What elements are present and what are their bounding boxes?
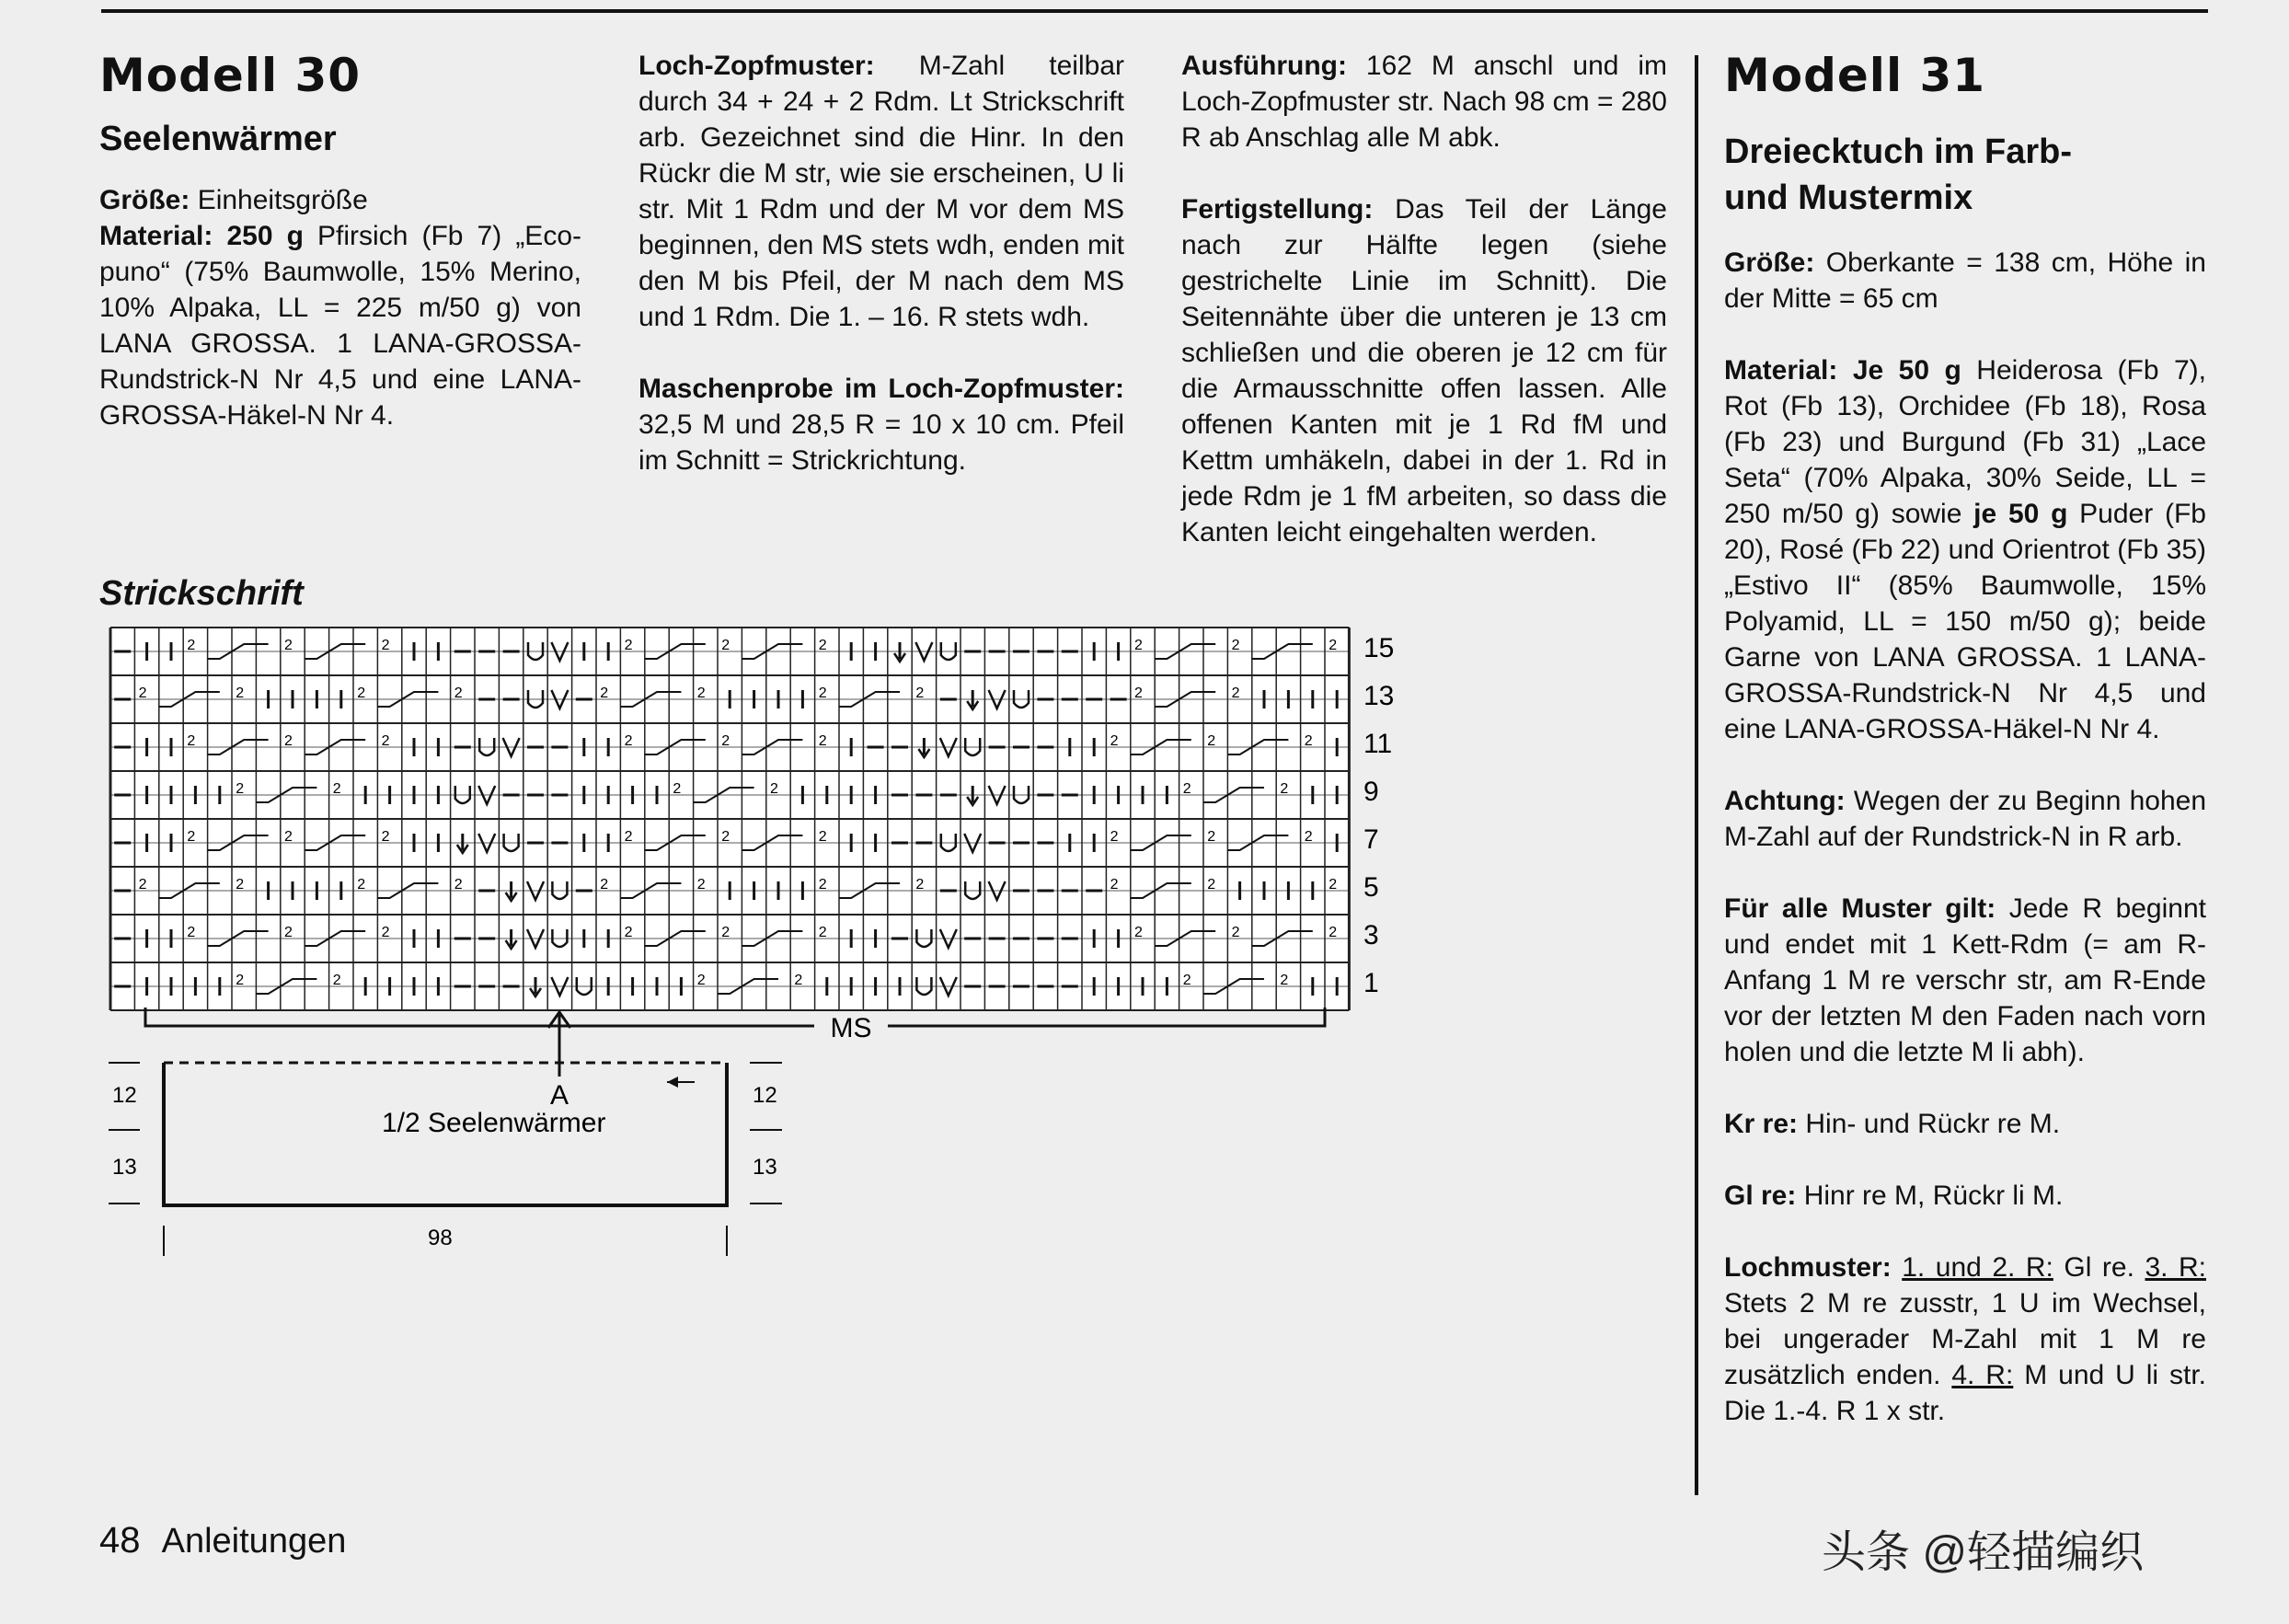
zopfmuster-label: Loch-Zopfmuster: xyxy=(638,51,875,81)
cable-number: 2 xyxy=(794,973,803,988)
row-number-labels xyxy=(1363,633,1394,998)
lochmuster-row-3: 3. R: xyxy=(2145,1252,2207,1283)
cable-number: 2 xyxy=(915,877,925,893)
lochmuster-label: Lochmuster: xyxy=(1724,1252,1892,1283)
ausfuehrung-label: Ausführung: xyxy=(1181,51,1347,81)
cable-number: 2 xyxy=(1231,685,1240,701)
cable-number: 2 xyxy=(187,638,196,653)
modell-30-info xyxy=(99,182,581,433)
kr-re-label: Kr re: xyxy=(1724,1109,1799,1139)
section-name: Anleitungen xyxy=(161,1522,347,1561)
cable-number: 2 xyxy=(187,733,196,749)
cable-number: 2 xyxy=(1280,781,1289,797)
zopfmuster-text: M-Zahl teilbar durch 34 + 24 + 2 Rdm. Lt Strickschrift arb. Gezeichnet sind die Hinr. In den Rückr die M str, wie sie erscheinen, U li str. Mit 1 Rdm und der M vor dem MS beginnen, den MS stets wdh, enden mit den M bis Pfeil, der M nach dem MS und 1 Rdm. Die 1. – 16. R stets wdh. xyxy=(638,51,1124,332)
cable-number: 2 xyxy=(236,685,245,701)
kr-re-text: Hin- und Rückr re M. xyxy=(1805,1109,2061,1139)
gl-re-paragraph xyxy=(1724,1178,2206,1214)
cable-number: 2 xyxy=(1134,638,1143,653)
muster-text: Jede R beginnt und endet mit 1 Kett-Rdm (= am R-Anfang 1 M re verschr str, am R-Ende vor der letzten M den Faden nach vorn holen und die letzte M li abh). xyxy=(1724,893,2206,1067)
cable-number: 2 xyxy=(381,829,390,845)
cable-number: 2 xyxy=(284,829,293,845)
modell-31-text xyxy=(1724,245,2206,1429)
row-number: 5 xyxy=(1363,872,1379,903)
gl-re-label: Gl re: xyxy=(1724,1181,1797,1211)
row-number: 11 xyxy=(1363,729,1393,759)
page-number: 48 xyxy=(99,1520,141,1561)
dimension-left-bottom: 13 xyxy=(112,1155,137,1180)
cable-number: 2 xyxy=(818,829,827,845)
cable-number: 2 xyxy=(138,877,147,893)
cable-number: 2 xyxy=(284,733,293,749)
cable-number: 2 xyxy=(818,925,827,940)
cable-number: 2 xyxy=(696,685,706,701)
cable-number: 2 xyxy=(1110,829,1119,845)
cable-number: 2 xyxy=(381,733,390,749)
dimension-right-bottom: 13 xyxy=(753,1155,777,1180)
cable-number: 2 xyxy=(236,973,245,988)
chart-grid xyxy=(110,628,1349,1010)
top-rule xyxy=(101,9,2208,13)
groesse-31-paragraph xyxy=(1724,245,2206,317)
cable-number: 2 xyxy=(1207,877,1216,893)
column-divider xyxy=(1695,55,1698,1495)
cable-number: 2 xyxy=(187,925,196,940)
material-31-text: Heiderosa (Fb 7), Rot (Fb 13), Orchidee (Fb 18), Rosa (Fb 23) und Burgund (Fb 31) „Lace Seta“ (70% Alpaka, 30% Seide, LL = 250 m/50 g) sowie xyxy=(1724,355,2206,529)
lochmuster-text-1: Gl re. xyxy=(2064,1252,2134,1283)
material-31-label: Material: Je 50 g xyxy=(1724,355,1961,386)
cable-number: 2 xyxy=(1329,877,1338,893)
cable-number: 2 xyxy=(624,638,633,653)
cable-number: 2 xyxy=(696,973,706,988)
cable-number: 2 xyxy=(138,685,147,701)
maschenprobe-text: 32,5 M und 28,5 R = 10 x 10 cm. Pfeil im Schnitt = Strickrichtung. xyxy=(638,409,1124,476)
fertigstellung-label: Fertigstellung: xyxy=(1181,194,1374,225)
groesse-paragraph xyxy=(99,182,581,218)
cable-number: 2 xyxy=(187,829,196,845)
ausfuehrung-paragraph xyxy=(1181,48,1667,155)
cable-number: 2 xyxy=(332,781,341,797)
row-number: 1 xyxy=(1363,968,1379,998)
cable-number: 2 xyxy=(721,829,730,845)
cable-number: 2 xyxy=(600,685,609,701)
cable-number: 2 xyxy=(1134,685,1143,701)
dimension-left-top: 12 xyxy=(112,1083,137,1108)
cable-number: 2 xyxy=(696,877,706,893)
cable-number: 2 xyxy=(1110,733,1119,749)
cable-number: 2 xyxy=(357,685,366,701)
muster-paragraph xyxy=(1724,891,2206,1070)
gl-re-text: Hinr re M, Rückr li M. xyxy=(1803,1181,2064,1211)
modell-31-subtitle-line1: Dreiecktuch im Farb- xyxy=(1724,132,2072,171)
cable-number: 2 xyxy=(1280,973,1289,988)
kr-re-paragraph xyxy=(1724,1106,2206,1142)
modell-31-title: Modell 31 xyxy=(1724,49,1986,102)
row-number: 15 xyxy=(1363,633,1395,663)
schnitt-schematic xyxy=(92,1049,828,1270)
watermark: 头条 @轻描编织 xyxy=(1822,1528,2145,1577)
cable-number: 2 xyxy=(673,781,682,797)
cable-number: 2 xyxy=(600,877,609,893)
material-31-paragraph xyxy=(1724,352,2206,747)
cable-number: 2 xyxy=(818,685,827,701)
cable-number: 2 xyxy=(770,781,778,797)
cable-number: 2 xyxy=(624,925,633,940)
cable-number: 2 xyxy=(624,733,633,749)
cable-number: 2 xyxy=(1304,829,1313,845)
cable-number: 2 xyxy=(1231,925,1240,940)
row-number: 3 xyxy=(1363,920,1379,950)
modell-30-subtitle: Seelenwärmer xyxy=(99,120,337,158)
lochmuster-row-4: 4. R: xyxy=(1951,1360,2014,1390)
fertigstellung-paragraph xyxy=(1181,191,1667,550)
cable-number: 2 xyxy=(818,877,827,893)
arrow-label: A xyxy=(549,1080,569,1109)
ausfuehrung-text: 162 M anschl und im Loch-Zopfmuster str. Nach 98 cm = 280 R ab Anschlag alle M abk. xyxy=(1181,51,1668,153)
cable-number: 2 xyxy=(454,685,463,701)
cable-number: 2 xyxy=(1207,829,1216,845)
material-31-text-2: Puder (Fb 20), Rosé (Fb 22) und Orientrot (Fb 35) „Estivo II“ (85% Baumwolle, 15% Polyamid, LL = 150 m/50 g); beide Garne von LANA GROSSA. 1 LANA-GROSSA-Rundstrick-N Nr 4,5 und eine LANA-GROSSA-Häkel-N Nr 4. xyxy=(1724,499,2206,744)
modell-31-subtitle-line2: und Mustermix xyxy=(1724,179,1973,217)
achtung-paragraph xyxy=(1724,783,2206,855)
cable-number: 2 xyxy=(332,973,341,988)
lochmuster-rows-1-2: 1. und 2. R: xyxy=(1902,1252,2053,1283)
material-label: Material: 250 g xyxy=(99,221,304,251)
row-number: 9 xyxy=(1363,777,1379,807)
cable-number: 2 xyxy=(915,685,925,701)
cable-number: 2 xyxy=(1329,925,1338,940)
piece-label: 1/2 Seelenwärmer xyxy=(382,1108,606,1138)
maschenprobe-paragraph xyxy=(638,371,1124,478)
achtung-text: Wegen der zu Beginn hohen M-Zahl auf der Rundstrick-N in R arb. xyxy=(1724,786,2207,852)
row-number: 7 xyxy=(1363,824,1379,855)
direction-arrow-icon xyxy=(667,1077,678,1088)
cable-number: 2 xyxy=(721,733,730,749)
cable-number: 2 xyxy=(454,877,463,893)
ms-bracket xyxy=(145,1008,1325,1026)
groesse-label: Größe: xyxy=(99,185,190,215)
zopfmuster-paragraph xyxy=(638,48,1124,335)
cable-number: 2 xyxy=(284,925,293,940)
lochmuster-text-2: Stets 2 M re zusstr, 1 U im Wechsel, bei ungerader M-Zahl mit 1 M re zusätzlich enden. xyxy=(1724,1288,2206,1390)
cable-number: 2 xyxy=(818,638,827,653)
dimension-right-top: 12 xyxy=(753,1083,777,1108)
cable-number: 2 xyxy=(721,925,730,940)
cable-number: 2 xyxy=(1231,638,1240,653)
fertigstellung-text: Das Teil der Länge nach zur Hälfte legen (siehe gestrichelte Linie im Schnitt). Die Seitennähte über die unteren je 13 cm schließen und die oberen je 12 cm für die Armausschnitte offen lassen. Alle offenen Kanten mit je 1 Rd fM und Kettm umhäkeln, dabei in der 1. Rd in jede Rdm je 1 fM arbeiten, so dass die Kanten leicht eingehalten werden. xyxy=(1181,194,1667,547)
strickschrift-title: Strickschrift xyxy=(99,574,304,613)
cable-number: 2 xyxy=(624,829,633,845)
cable-number: 2 xyxy=(721,638,730,653)
groesse-31-label: Größe: xyxy=(1724,248,1815,278)
cable-number: 2 xyxy=(1329,638,1338,653)
cable-number: 2 xyxy=(381,638,390,653)
ms-label: MS xyxy=(830,1013,872,1043)
cable-number: 2 xyxy=(236,781,245,797)
cable-number: 2 xyxy=(1207,733,1216,749)
zopfmuster-column xyxy=(638,48,1124,478)
maschenprobe-label: Maschenprobe im Loch-Zopfmuster: xyxy=(638,374,1124,404)
page-footer xyxy=(99,1520,346,1561)
muster-label: Für alle Muster gilt: xyxy=(1724,893,1996,924)
cable-number: 2 xyxy=(236,877,245,893)
cable-number: 2 xyxy=(818,733,827,749)
cable-number: 2 xyxy=(1134,925,1143,940)
groesse-31-text: Oberkante = 138 cm, Höhe in der Mitte = 65 cm xyxy=(1724,248,2206,314)
lochmuster-text-3: M und U li str. Die 1.-4. R 1 x str. xyxy=(1724,1360,2206,1426)
ausfuehrung-column xyxy=(1181,48,1667,550)
cable-number: 2 xyxy=(1182,973,1191,988)
cable-number: 2 xyxy=(1110,877,1119,893)
achtung-label: Achtung: xyxy=(1724,786,1846,816)
modell-30-title: Modell 30 xyxy=(99,49,362,102)
cable-number: 2 xyxy=(381,925,390,940)
row-number: 13 xyxy=(1363,681,1395,711)
dimension-width: 98 xyxy=(428,1226,453,1250)
cable-number: 2 xyxy=(1304,733,1313,749)
lochmuster-paragraph xyxy=(1724,1250,2206,1429)
cable-number: 2 xyxy=(1182,781,1191,797)
cable-number: 2 xyxy=(357,877,366,893)
cable-number: 2 xyxy=(284,638,293,653)
groesse-text: Einheitsgröße xyxy=(197,185,368,215)
material-text: Pfirsich (Fb 7) „Eco-puno“ (75% Baumwolle, 15% Merino, 10% Alpaka, LL = 225 m/50 g) von LANA GROSSA. 1 LANA-GROSSA-Rundstrick-N Nr 4,5 und eine LANA-GROSSA-Häkel-N Nr 4. xyxy=(99,221,581,431)
material-paragraph xyxy=(99,218,581,433)
knitting-chart xyxy=(92,626,1435,1012)
material-31-bold: je 50 g xyxy=(1973,499,2068,529)
